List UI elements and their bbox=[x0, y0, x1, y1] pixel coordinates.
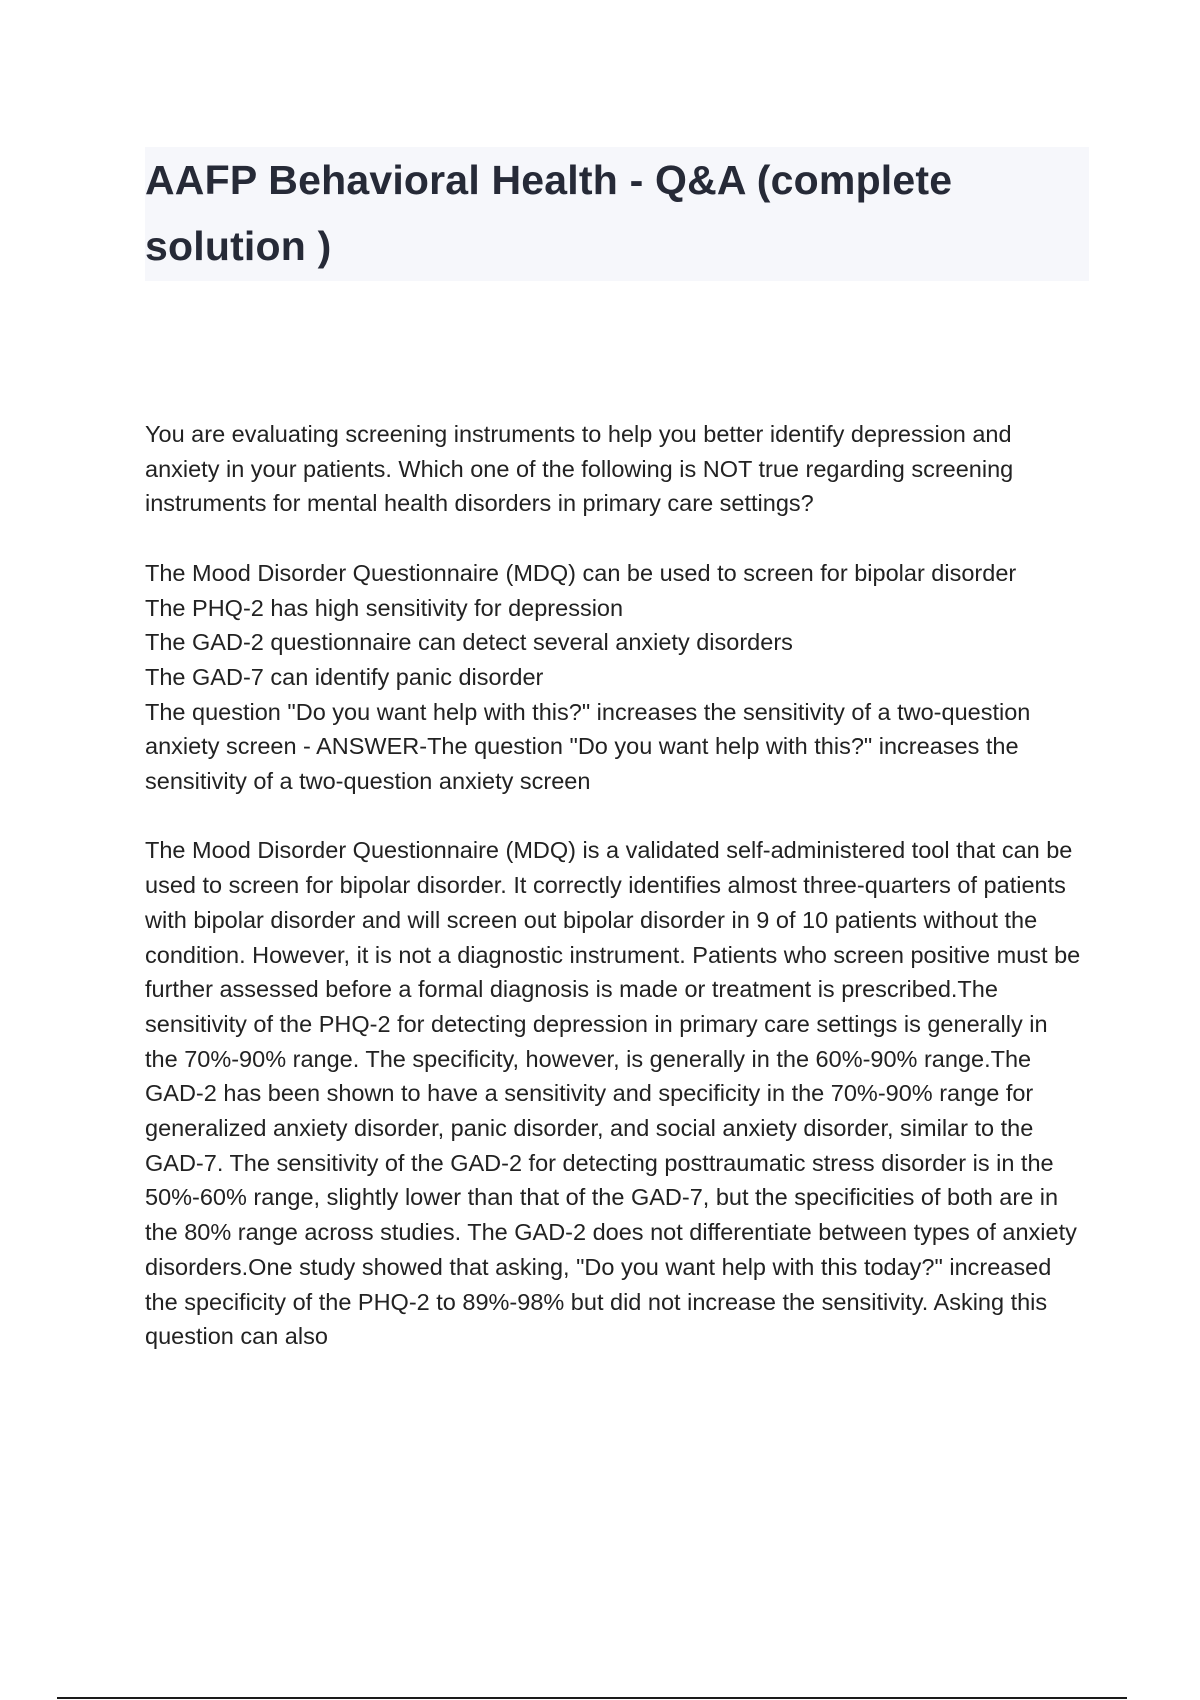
answer-option: The GAD-2 questionnaire can detect several anxiety disorders bbox=[145, 629, 793, 656]
footer-divider bbox=[57, 1697, 1127, 1699]
answer-option: The Mood Disorder Questionnaire (MDQ) can be used to screen for bipolar disorder bbox=[145, 559, 1017, 586]
answer-options bbox=[145, 556, 1085, 799]
title-banner bbox=[145, 147, 1089, 281]
document-body bbox=[145, 417, 1085, 1354]
question-text: You are evaluating screening instruments to help you better identify depression and anxiety in your patients. Which one of the following is NOT true regarding screening instruments for mental health disorders in primary care settings? bbox=[145, 421, 1014, 517]
answer-option: The PHQ-2 has high sensitivity for depression bbox=[145, 594, 624, 621]
answer-option: The question "Do you want help with this?" increases the sensitivity of a two-question anxiety screen - ANSWER-The question "Do you want help with this?" increases the sensitivity of a two-question anxiety screen bbox=[145, 698, 1031, 795]
answer-option: The GAD-7 can identify panic disorder bbox=[145, 663, 544, 690]
document-title: AAFP Behavioral Health - Q&A (complete solution ) bbox=[145, 157, 953, 269]
explanation-text: The Mood Disorder Questionnaire (MDQ) is a validated self-administered tool that can be used to screen for bipolar disorder. It correctly identifies almost three-quarters of patients with bipolar disorder and will screen out bipolar disorder in 9 of 10 patients without the condition. However, it is not a diagnostic instrument. Patients who screen positive must be further assessed before a formal diagnosis is made or treatment is prescribed.The sensitivity of the PHQ-2 for detecting depression in primary care settings is generally in the 70%-90% range. The specificity, however, is generally in the 60%-90% range.The GAD-2 has been shown to have a sensitivity and specificity in the 70%-90% range for generalized anxiety disorder, panic disorder, and social anxiety disorder, similar to the GAD-7. The sensitivity of the GAD-2 for detecting posttraumatic stress disorder is in the 50%-60% range, slightly lower than that of the GAD-7, but the specificities of both are in the 80% range across studies. The GAD-2 does not differentiate between types of anxiety disorders.One study showed that asking, "Do you want help with this today?" increased the specificity of the PHQ-2 to 89%-98% but did not increase the sensitivity. Asking this question can also bbox=[145, 837, 1081, 1350]
